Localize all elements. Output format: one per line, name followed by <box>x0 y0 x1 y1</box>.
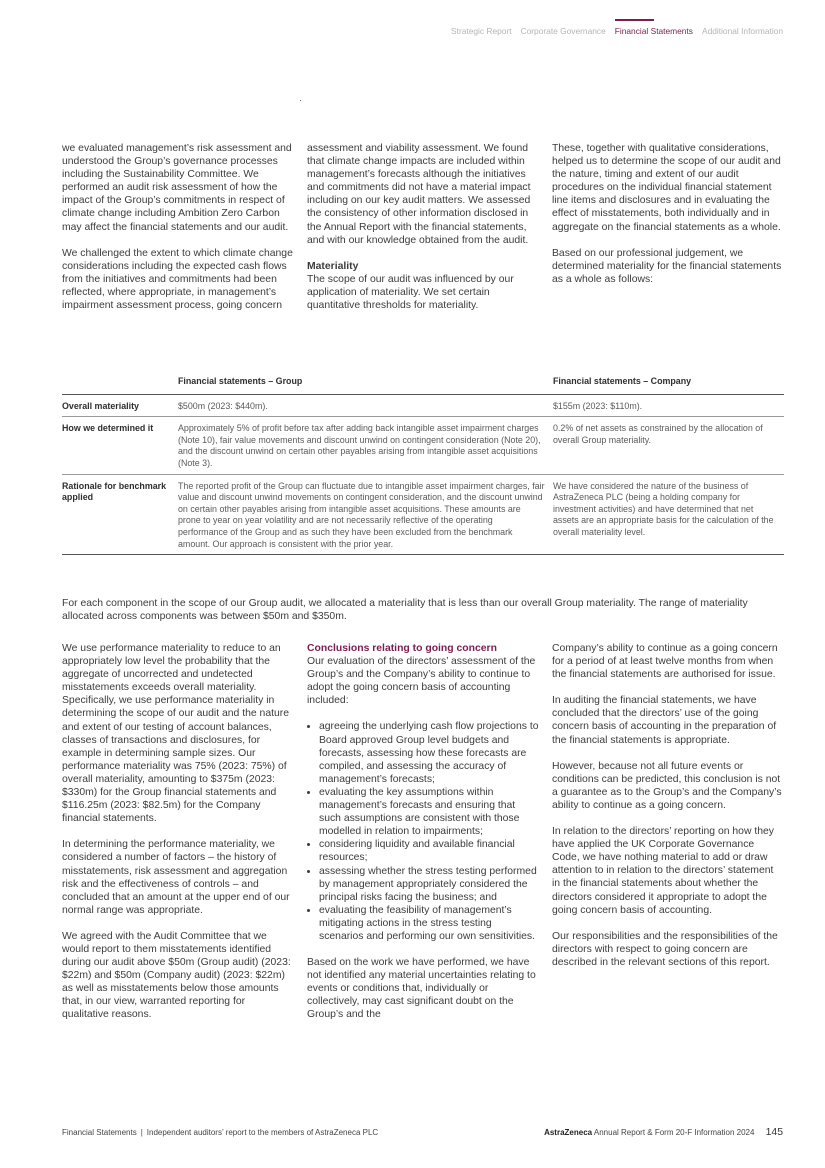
nav-corporate-governance[interactable]: Corporate Governance <box>520 26 606 36</box>
footer-section: Financial Statements <box>62 1128 137 1137</box>
materiality-heading: Materiality <box>307 260 359 272</box>
company-cell: We have considered the nature of the business of AstraZeneca PLC (being a holding company for investment activities) and have determined that net assets are an appropriate basis for the calculation of the overall materiality level. <box>553 474 784 555</box>
bottom-column-1 <box>62 642 294 1022</box>
component-materiality-paragraph: For each component in the scope of our Group audit, we allocated a materiality that is less than our overall Group materiality. The range of materiality allocated across components was between $50m and $350m. <box>62 598 748 623</box>
paragraph: We use performance materiality to reduce to an appropriately low level the probability that the aggregate of uncorrected and undetected misstatements exceeds overall materiality. Specifically, we use performance materiality in determining the scope of our audit and the nature and extent of our testing of account balances, classes of transactions and disclosures, for example in determining sample sizes. Our performance materiality was 75% (2023: 75%) of overall materiality, amounting to $375m (2023: $330m) for the Group financial statements and $116.25m (2023: $82.5m) for the Company financial statements. <box>62 643 290 825</box>
footer-title: Independent auditors’ report to the members of AstraZeneca PLC <box>146 1128 379 1137</box>
list-item: • evaluating the key assumptions within management’s forecasts and ensuring that such assumptions are consistent with those modelled in relation to impairments; <box>319 786 539 838</box>
paragraph: In auditing the financial statements, we have concluded that the directors’ use of the going concern basis of accounting in the preparation of the financial statements is appropriate. <box>552 695 777 746</box>
going-concern-heading: Conclusions relating to going concern <box>307 643 497 654</box>
row-label: How we determined it <box>62 417 178 474</box>
footer-brand: AstraZeneca <box>544 1128 593 1137</box>
table-header-cell <box>62 376 178 394</box>
page-number: 145 <box>765 1127 783 1138</box>
company-cell: $155m (2023: $110m). <box>553 394 784 417</box>
paragraph: In determining the performance materiality, we considered a number of factors – the history of misstatements, risk assessment and aggregation risk and the effectiveness of controls – and concluded that an amount at the upper end of our normal range was appropriate. <box>62 839 290 916</box>
top-text-columns <box>62 142 784 312</box>
top-column-1 <box>62 142 294 312</box>
row-label: Rationale for benchmark applied <box>62 474 178 555</box>
footer-right <box>544 1127 783 1138</box>
top-column-3 <box>552 142 784 312</box>
page-footer <box>62 1127 783 1138</box>
group-cell: $500m (2023: $440m). <box>178 394 553 417</box>
bottom-column-2 <box>307 642 539 1022</box>
top-column-2 <box>307 142 539 312</box>
paragraph: Our evaluation of the directors’ assessment of the Group’s and the Company’s ability to continue to adopt the going concern basis of accounting included: <box>307 656 536 707</box>
bottom-text-columns <box>62 642 784 1022</box>
paragraph: assessment and viability assessment. We found that climate change impacts are included within management’s forecasts although the initiatives and commitments did not have a material impact including on our key audit matters. We assessed the consistency of other information disclosed in the Annual Report with the financial statements, and with our knowledge obtained from the audit. <box>307 143 531 246</box>
stray-dot <box>300 100 301 101</box>
paragraph: We challenged the extent to which climate change considerations including the expected cash flows from the initiatives and commitments had been reflected, where appropriate, in management’s impairment assessment process, going concern <box>62 247 293 312</box>
paragraph: Company’s ability to continue as a going concern for a period of at least twelve months from when the financial statements are authorised for issue. <box>552 643 778 681</box>
paragraph: Based on the work we have performed, we have not identified any material uncertainties relating to events or conditions that, individually or collectively, may cast significant doubt on the Group’s and the <box>307 957 536 1021</box>
paragraph: Our responsibilities and the responsibilities of the directors with respect to going concern are described in the relevant sections of this report. <box>552 930 778 968</box>
row-label: Overall materiality <box>62 394 178 417</box>
table-row <box>62 417 784 474</box>
company-cell: 0.2% of net assets as constrained by the allocation of overall Group materiality. <box>553 417 784 474</box>
nav-strategic-report[interactable]: Strategic Report <box>451 26 512 36</box>
paragraph: In relation to the directors’ reporting on how they have applied the UK Corporate Governance Code, we have nothing material to add or draw attention to in relation to the directors’ statement in the financial statements about whether the directors considered it appropriate to adopt the going concern basis of accounting. <box>552 826 774 916</box>
table-header-company: Financial statements – Company <box>553 376 784 394</box>
list-item: • evaluating the feasibility of management’s mitigating actions in the stress testing scenarios and performing our own sensitivities. <box>319 904 539 943</box>
nav-financial-statements[interactable]: Financial Statements <box>614 26 693 36</box>
group-cell: Approximately 5% of profit before tax after adding back intangible asset impairment charges (Note 10), fair value movements and discount unwind on contingent consideration (Note 20), and the discount unwind on certain other payables arising from intangible asset acquisitions (Note 3). <box>178 417 553 474</box>
materiality-table <box>62 376 784 555</box>
nav-additional-information[interactable]: Additional Information <box>701 26 783 36</box>
footer-left <box>62 1128 378 1137</box>
bottom-column-3 <box>552 642 784 1022</box>
paragraph: we evaluated management’s risk assessment and understood the Group’s governance processes including the Sustainability Committee. We performed an audit risk assessment of how the impact of the Group’s commitments in respect of climate change including Ambition Zero Carbon may affect the financial statements and our audit. <box>62 143 292 233</box>
paragraph: However, because not all future events or conditions can be predicted, this conclusion is not a guarantee as to the Group’s and the Company’s ability to continue as a going concern. <box>552 760 782 811</box>
list-item: • assessing whether the stress testing performed by management appropriately considered the principal risks facing the business; and <box>319 865 539 904</box>
paragraph: We agreed with the Audit Committee that we would report to them misstatements identified during our audit above $50m (Group audit) (2023: $22m) and $50m (Company audit) (2023: $22m) as well as misstatements below those amounts that, in our view, warranted reporting for qualitative reasons. <box>62 930 291 1021</box>
table-row <box>62 394 784 417</box>
footer-report: Annual Report & Form 20-F Information 2024 <box>593 1128 755 1137</box>
paragraph: These, together with qualitative considerations, helped us to determine the scope of our audit and the nature, timing and extent of our audit procedures on the individual financial statement line items and disclosures and in evaluating the effect of misstatements, both individually and in aggregate on the financial statements as a whole. <box>552 143 781 233</box>
paragraph: The scope of our audit was influenced by our application of materiality. We set certain quantitative thresholds for materiality. <box>307 273 514 312</box>
table-header-row <box>62 376 784 394</box>
footer-separator: | <box>140 1128 143 1137</box>
top-navigation <box>451 26 783 36</box>
table-row <box>62 474 784 555</box>
going-concern-list <box>307 720 539 943</box>
list-item: • considering liquidity and available financial resources; <box>319 838 539 864</box>
group-cell: The reported profit of the Group can fluctuate due to intangible asset impairment charges, fair value and discount unwind movements on contingent consideration, and the discount unwind on certain other payables arising from intangible asset acquisitions. These amounts are prone to year on year volatility and are not necessarily reflective of the operating performance of the Group and as such they have been excluded from the benchmark amount. Our approach is consistent with the prior year. <box>178 474 553 555</box>
paragraph: Based on our professional judgement, we determined materiality for the financial statements as a whole as follows: <box>552 247 782 285</box>
list-item: • agreeing the underlying cash flow projections to Board approved Group level budgets and forecasts, assessing how these forecasts are compiled, and assessing the accuracy of management’s forecasts; <box>319 720 539 785</box>
table-header-group: Financial statements – Group <box>178 376 553 394</box>
